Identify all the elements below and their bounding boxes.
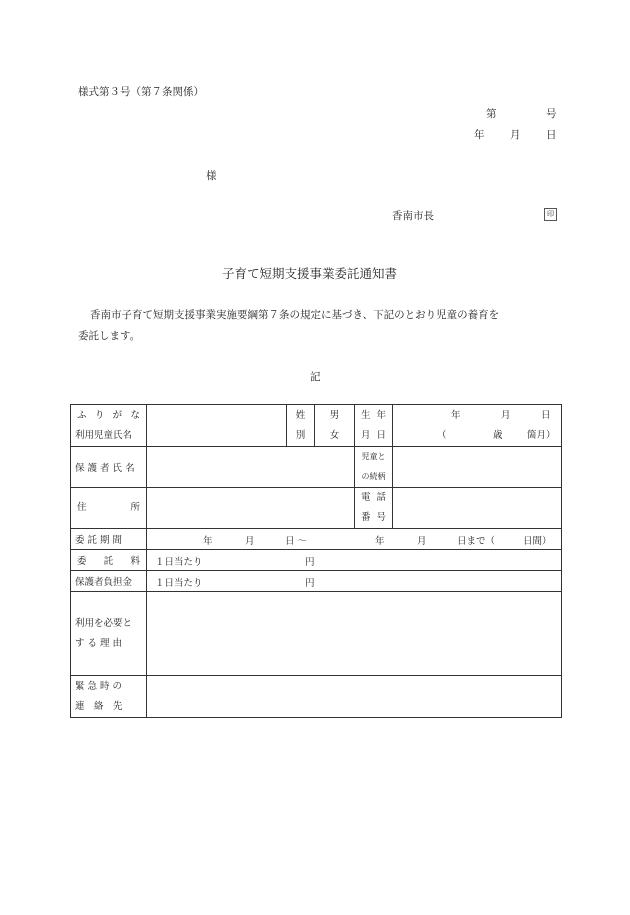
- child-name-label: 利用児童氏名: [75, 429, 133, 441]
- relation-label-cell: 児童と の続柄: [355, 447, 393, 488]
- body-text-line-1: 香南市子育て短期支援事業実施要綱第７条の規定に基づき、下記のとおり児童の養育を: [90, 309, 500, 321]
- male-option: 男: [329, 409, 340, 421]
- address-field[interactable]: [147, 488, 355, 529]
- period-row: [71, 529, 562, 550]
- emergency-field[interactable]: [147, 676, 562, 718]
- phone-field[interactable]: [393, 488, 562, 529]
- reason-label-cell: 利用を必要と す る 理 由: [71, 592, 147, 676]
- phone-label-cell: 電 話 番 号: [355, 488, 393, 529]
- child-name-field[interactable]: [147, 405, 287, 447]
- reason-field[interactable]: [147, 592, 562, 676]
- birth-label-cell: 生 年 月 日: [355, 405, 393, 447]
- consignment-form-table: [70, 404, 562, 718]
- female-option: 女: [329, 429, 340, 441]
- burden-row: [71, 571, 562, 592]
- guardian-row: [71, 447, 562, 488]
- emergency-row: [71, 676, 562, 718]
- recipient-suffix: 様: [206, 170, 217, 182]
- document-title: 子育て短期支援事業委託通知書: [222, 266, 398, 281]
- burden-field[interactable]: １日当たり 円: [147, 571, 562, 592]
- body-text-line-2: 委託します。: [78, 330, 141, 342]
- emergency-label-cell: 緊 急 時 の 連 絡 先: [71, 676, 147, 718]
- guardian-name-field[interactable]: [147, 447, 355, 488]
- burden-label: 保護者負担金: [71, 571, 147, 592]
- period-field[interactable]: 年 月 日 〜 年 月 日まで（ 日間）: [147, 529, 562, 550]
- date-day: 日: [546, 129, 557, 141]
- date-month: 月: [510, 129, 521, 141]
- sender-name: 香南市長: [392, 210, 434, 222]
- doc-number-dai: 第: [486, 108, 497, 120]
- birth-date-field[interactable]: 年 月 日 （ 歳 箇月）: [393, 405, 562, 447]
- fee-field[interactable]: １日当たり 円: [147, 550, 562, 571]
- doc-number-go: 号: [546, 108, 557, 120]
- fee-label-cell: 委 託 料: [71, 550, 147, 571]
- ki-heading: 記: [310, 371, 321, 383]
- fee-row: [71, 550, 562, 571]
- relation-field[interactable]: [393, 447, 562, 488]
- reason-row: [71, 592, 562, 676]
- child-label-cell: [71, 405, 147, 447]
- address-label-cell: 住 所: [71, 488, 147, 529]
- date-year: 年: [474, 129, 485, 141]
- furigana-label: ふ り が な: [77, 409, 140, 421]
- address-row: [71, 488, 562, 529]
- seal-mark: 印: [544, 208, 557, 221]
- guardian-label: 保 護 者 氏 名: [71, 447, 147, 488]
- form-number-label: 様式第３号（第７条関係）: [78, 86, 204, 98]
- child-row: [71, 405, 562, 447]
- sex-label-cell: 姓 別: [287, 405, 315, 447]
- period-label: 委 託 期 間: [71, 529, 147, 550]
- sex-options-cell[interactable]: [315, 405, 355, 447]
